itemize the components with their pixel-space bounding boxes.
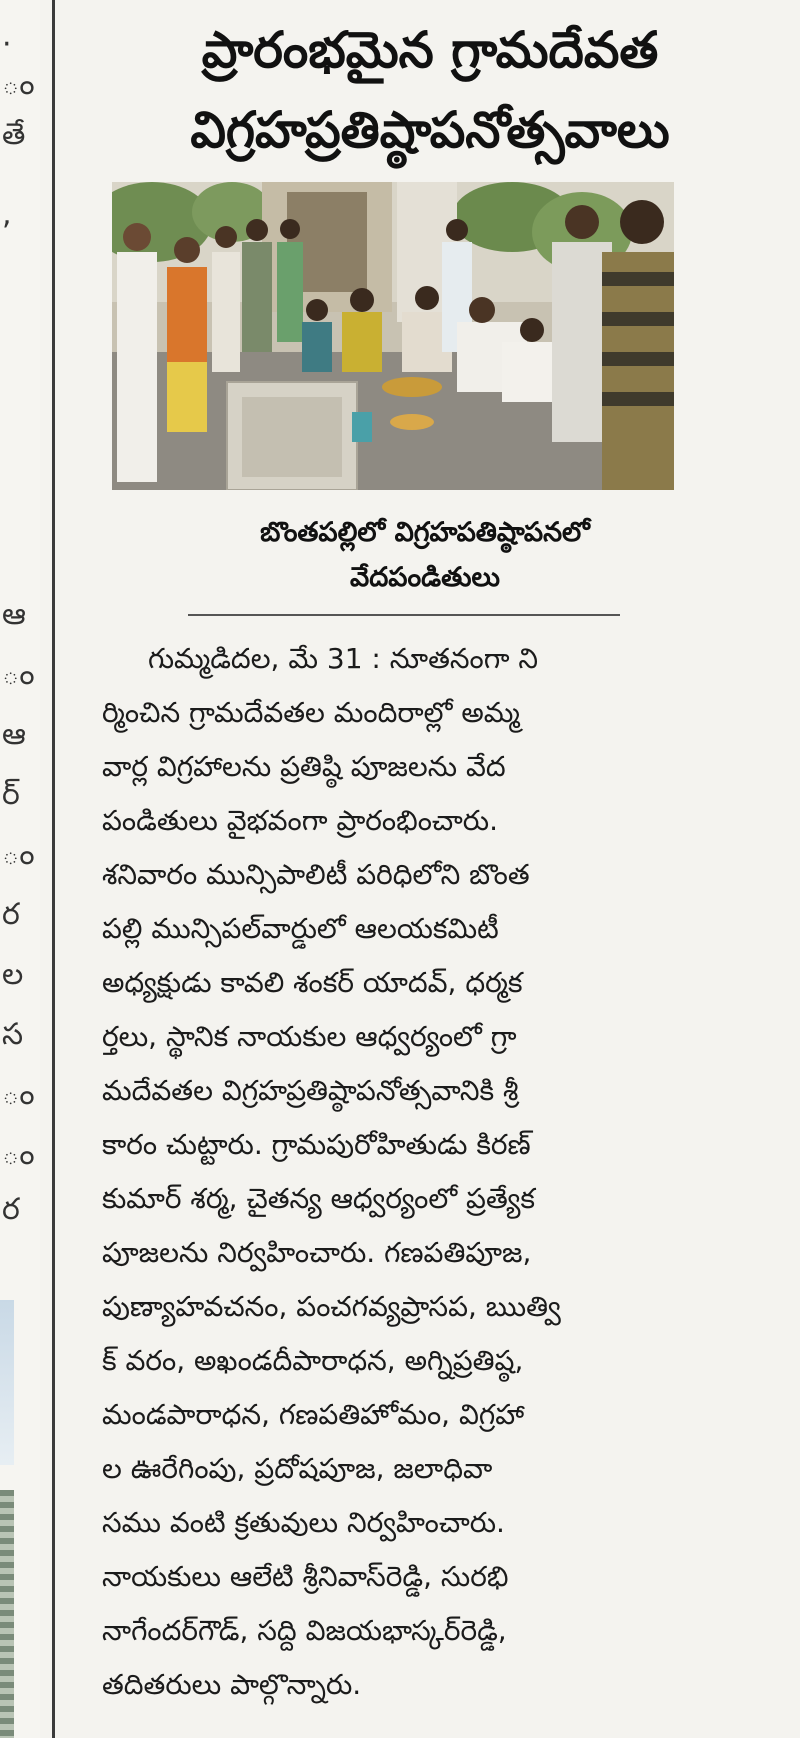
- body-line: సము వంటి క్రతువులు నిర్వహించారు.: [102, 1506, 505, 1539]
- headline: [100, 10, 760, 170]
- body-line: ర్తలు, స్థానిక నాయకుల ఆధ్వర్యంలో గ్రా: [102, 1020, 517, 1053]
- gutter-text-fragment: ·: [2, 27, 12, 62]
- caption-line: వేదపండితులు: [350, 562, 500, 593]
- body-line: ల ఊరేగింపు, ప్రదోషపూజ, జలాధివా: [102, 1452, 493, 1485]
- gutter-text-fragment: ఆ: [2, 597, 26, 632]
- caption-line: బొంతపల్లిలో విగ్రహపతిష్ఠాపనలో: [260, 517, 590, 548]
- body-line: వార్ల విగ్రహాలను ప్రతిష్ఠి పూజలను వేద: [102, 750, 506, 783]
- photo-caption: [100, 510, 750, 600]
- body-line: గుమ్మడిదల, మే 31 : నూతనంగా ని: [148, 642, 539, 675]
- body-line: అధ్యక్షుడు కావలి శంకర్ యాదవ్, ధర్మక: [102, 966, 523, 999]
- body-line: మండపారాధన, గణపతిహోమం, విగ్రహా: [102, 1398, 525, 1431]
- adjacent-image-fragment: [0, 1300, 14, 1465]
- gutter-text-fragment: ం: [2, 67, 35, 102]
- body-line: పండితులు వైభవంగా ప్రారంభించారు.: [102, 804, 498, 837]
- body-line: క్ వరం, అఖండదీపారాధన, అగ్నిప్రతిష్ఠ,: [102, 1344, 524, 1377]
- gutter-text-fragment: ం: [2, 837, 35, 872]
- gutter-text-fragment: ం: [2, 657, 35, 692]
- body-line: కుమార్ శర్మ, చైతన్య ఆధ్వర్యంలో ప్రత్యేక: [102, 1182, 536, 1215]
- gutter-text-fragment: ర్: [2, 777, 20, 812]
- gutter-text-fragment: ల: [2, 957, 24, 992]
- news-photo: [112, 182, 674, 490]
- body-line: నాగేందర్‌గౌడ్, సద్ది విజయభాస్కర్‌రెడ్డి,: [102, 1614, 507, 1647]
- gutter-text-fragment: ఆ: [2, 717, 26, 752]
- body-line: తదితరులు పాల్గొన్నారు.: [102, 1668, 362, 1701]
- body-line: పల్లి మున్సిపల్‌వార్డులో ఆలయకమిటీ: [102, 912, 499, 945]
- gutter-text-fragment: ర: [2, 1192, 20, 1227]
- body-line: పూజలను నిర్వహించారు. గణపతిపూజ,: [102, 1236, 532, 1269]
- column-divider: [52, 0, 55, 1738]
- gutter-text-fragment: ర: [2, 897, 20, 932]
- adjacent-column-fragment: [0, 0, 40, 1738]
- body-line: పుణ్యాహవచనం, పంచగవ్యప్రాసప, ఋత్వి: [102, 1290, 561, 1323]
- gutter-text-fragment: ,: [2, 197, 12, 232]
- headline-line: విగ్రహప్రతిష్ఠాపనోత్సవాలు: [190, 101, 670, 159]
- adjacent-image-fragment: [0, 1490, 14, 1738]
- body-line: ర్మించిన గ్రామదేవతల మందిరాల్లో అమ్మ: [102, 696, 520, 729]
- body-line: శనివారం మున్సిపాలిటీ పరిధిలోని బొంత: [102, 858, 530, 891]
- body-line: నాయకులు ఆలేటి శ్రీనివాస్‌రెడ్డి, సురభి: [102, 1560, 509, 1593]
- gutter-text-fragment: ం: [2, 1137, 35, 1172]
- headline-line: ప్రారంభమైన గ్రామదేవత: [201, 21, 659, 79]
- news-article: [60, 0, 800, 1738]
- gutter-text-fragment: తే: [2, 117, 26, 152]
- gutter-text-fragment: స: [2, 1017, 24, 1052]
- article-body: [102, 632, 722, 1712]
- gutter-text-fragment: ం: [2, 1077, 35, 1112]
- ceremony-photo-icon: [112, 182, 674, 490]
- caption-divider: [188, 614, 620, 616]
- body-line: కారం చుట్టారు. గ్రామపురోహితుడు కిరణ్: [102, 1128, 531, 1161]
- body-line: మదేవతల విగ్రహప్రతిష్ఠాపనోత్సవానికి శ్రీ: [102, 1074, 519, 1107]
